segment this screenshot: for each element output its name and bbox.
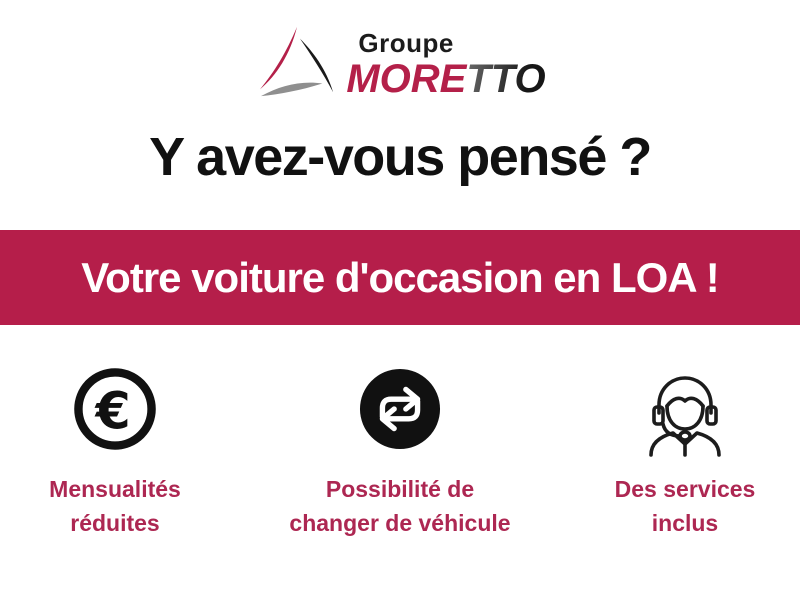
euro-circle-icon <box>70 364 160 454</box>
loa-banner <box>0 230 800 325</box>
brand-logo <box>0 24 800 102</box>
caption-line: changer de véhicule <box>289 510 511 536</box>
features-row <box>0 360 800 540</box>
feature-services-inclus <box>570 360 800 540</box>
feature-mensualites <box>0 360 230 540</box>
banner-text: Votre voiture d'occasion en LOA ! <box>81 253 719 301</box>
caption-line: inclus <box>651 510 719 536</box>
caption-line: réduites <box>70 510 160 536</box>
caption-line: Possibilité de <box>325 476 475 502</box>
feature-changer-vehicule <box>230 360 570 540</box>
headset-agent-icon <box>637 361 733 457</box>
feature-icon-box <box>359 360 441 458</box>
feature-caption <box>615 472 756 540</box>
feature-caption <box>49 472 181 540</box>
svg-text:€: € <box>95 381 131 441</box>
logo-brand-name <box>346 59 545 99</box>
feature-icon-box <box>637 360 733 458</box>
logo-blade-left <box>260 27 297 89</box>
logo-group-label: Groupe <box>358 28 454 58</box>
headline: Y avez-vous pensé ? <box>149 127 651 187</box>
triangle-logo-icon <box>254 24 342 102</box>
swap-arrows-icon <box>359 368 441 450</box>
feature-caption <box>289 472 510 540</box>
logo-blade-bottom <box>261 83 322 97</box>
brand-tto-text: TTO <box>466 57 546 101</box>
logo-text <box>346 24 545 99</box>
caption-line: Mensualités <box>49 476 181 502</box>
brand-more-text: MORE <box>346 57 467 101</box>
caption-line: Des services <box>614 476 756 502</box>
feature-icon-box <box>70 360 160 458</box>
